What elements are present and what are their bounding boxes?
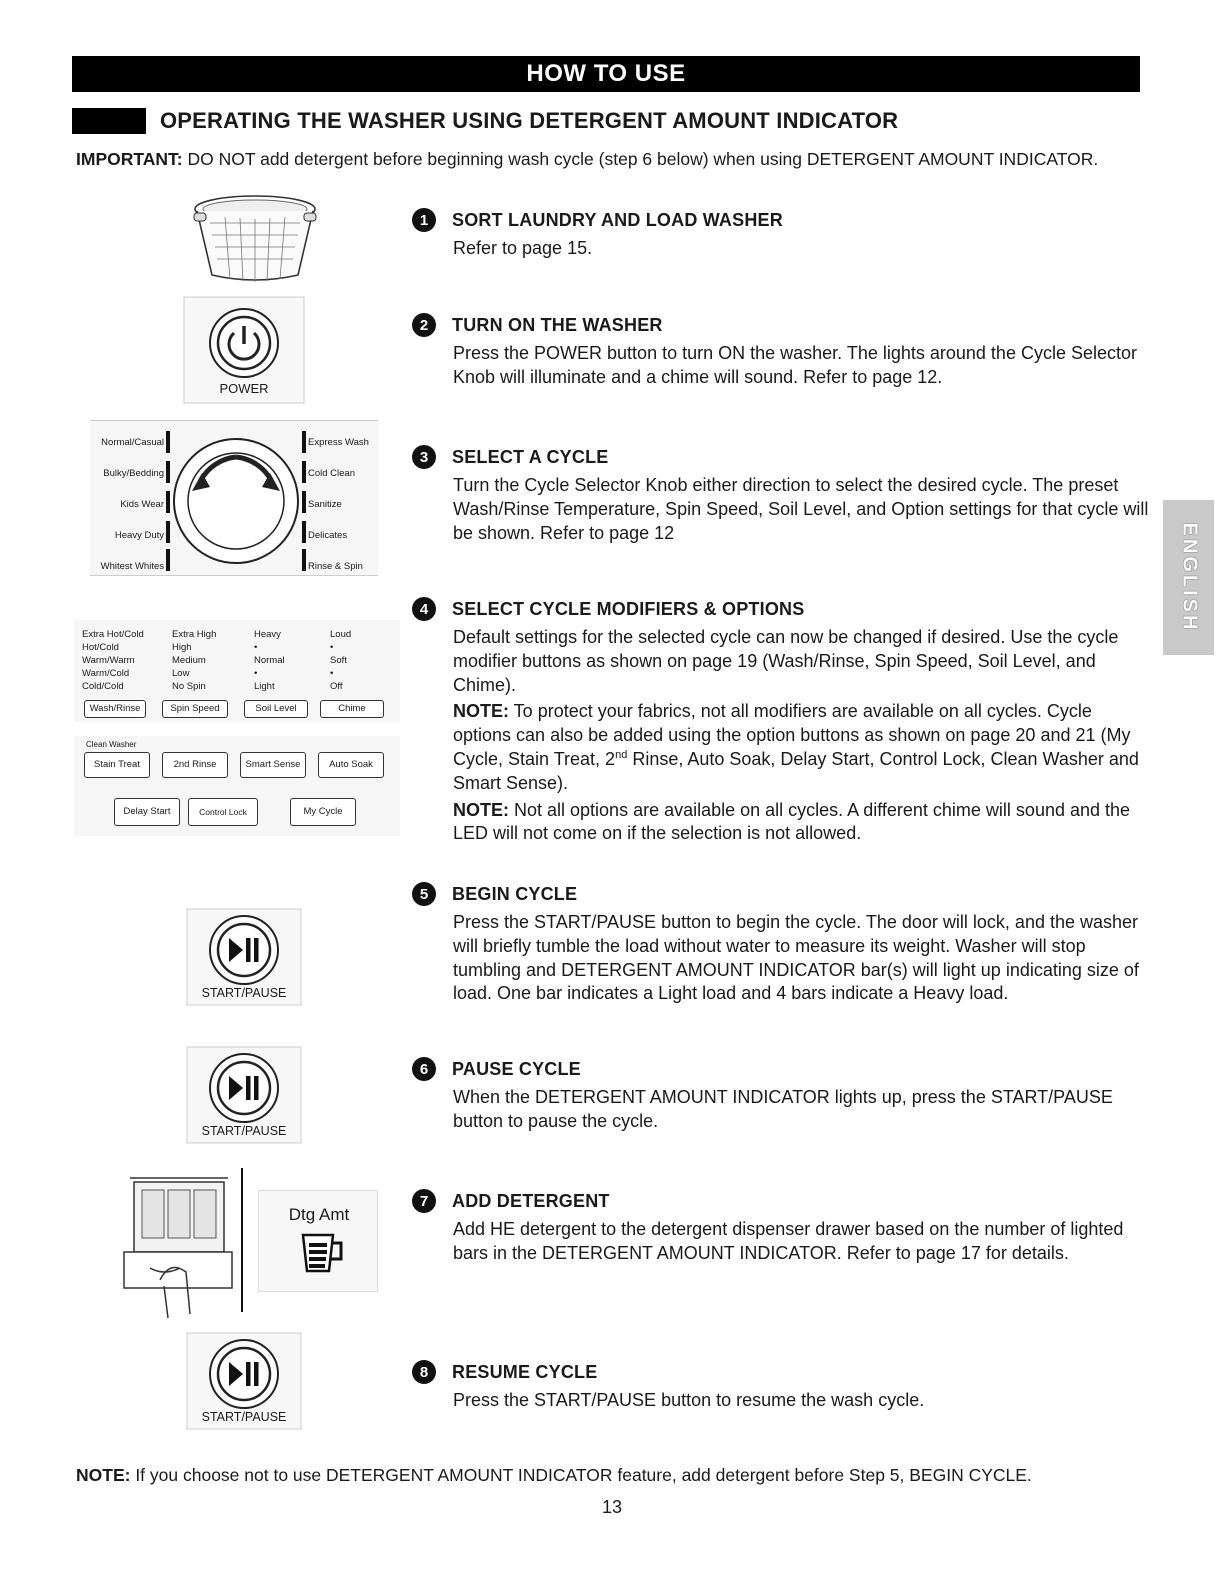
option-label: Low <box>172 668 190 679</box>
start-pause-illustration-step8 <box>186 1332 302 1430</box>
step-1 <box>412 207 1152 261</box>
note-text: To protect your fabrics, not all modifiers are available on all cycles. Cycle options can also be added using the option buttons as shown on page 20 and 21 (My Cycle, Stain Treat, 2 <box>453 701 1131 769</box>
note-label: NOTE: <box>453 799 509 820</box>
language-tab-label: ENGLISH <box>1178 522 1200 633</box>
important-text: DO NOT add detergent before beginning wash cycle (step 6 below) when using DETERGENT AMOUNT INDICATOR. <box>187 149 1099 169</box>
option-label: Hot/Cold <box>82 642 119 653</box>
cycle-label: Whitest Whites <box>100 561 164 572</box>
soil-options <box>254 628 285 693</box>
cycle-modifier-panel <box>74 620 400 722</box>
language-tab <box>1163 500 1214 655</box>
step-text: Press the POWER button to turn ON the washer. The lights around the Cycle Selector Knob will illuminate and a chime will sound. Refer to page 12. <box>453 343 1137 387</box>
chime-button: Chime <box>320 700 384 718</box>
step-text: Press the START/PAUSE button to begin the cycle. The door will lock, and the washer will briefly tumble the load without water to measure its weight. Washer will stop tumbling and DETERGENT AMOUNT INDICATOR bar(s) will light up indicating size of load. One bar indicates a Light load and 4 bars indicate a Heavy load. <box>453 912 1139 1004</box>
option-label: Extra High <box>172 629 217 640</box>
knob-left-labels <box>90 427 164 582</box>
cycle-knob-icon <box>166 425 306 575</box>
step-number: 2 <box>412 313 436 337</box>
step-number: 3 <box>412 445 436 469</box>
step-title: PAUSE CYCLE <box>452 1058 581 1079</box>
step-note <box>453 700 1152 795</box>
option-label: Extra Hot/Cold <box>82 629 144 640</box>
option-label: • <box>330 668 334 679</box>
cycle-label: Kids Wear <box>120 499 164 510</box>
heading-marker <box>72 108 146 134</box>
step-number: 7 <box>412 1189 436 1213</box>
step-6 <box>412 1056 1152 1134</box>
bottom-note <box>76 1465 1032 1486</box>
start-pause-illustration-step6 <box>186 1046 302 1144</box>
step-number: 5 <box>412 882 436 906</box>
step-text: Add HE detergent to the detergent dispenser drawer based on the number of lighted bars in the DETERGENT AMOUNT INDICATOR. Refer to page 17 for details. <box>453 1219 1124 1263</box>
option-label: • <box>254 668 258 679</box>
step-3 <box>412 444 1152 545</box>
cycle-label: Sanitize <box>308 499 342 510</box>
start-pause-label: START/PAUSE <box>201 986 287 1000</box>
step-title: SORT LAUNDRY AND LOAD WASHER <box>452 209 783 230</box>
option-label: Warm/Cold <box>82 668 130 679</box>
page-header: HOW TO USE <box>72 56 1140 92</box>
stain-treat-button: Stain Treat <box>84 752 150 778</box>
delay-start-button: Delay Start <box>114 798 180 826</box>
option-label: Heavy <box>254 629 281 640</box>
power-label: POWER <box>219 381 269 396</box>
section-heading <box>72 106 898 136</box>
important-notice <box>76 149 1098 170</box>
option-label: High <box>172 642 192 653</box>
power-button-illustration <box>183 296 305 404</box>
step-text: Press the START/PAUSE button to resume the wash cycle. <box>453 1390 925 1410</box>
option-label: Off <box>330 681 343 692</box>
option-label: • <box>254 642 258 653</box>
soil-level-button: Soil Level <box>244 700 308 718</box>
step-8 <box>412 1359 1152 1413</box>
option-label: Normal <box>254 655 285 666</box>
dtg-amt-label: Dtg Amt <box>288 1205 350 1224</box>
note-text: If you choose not to use DETERGENT AMOUNT INDICATOR feature, add detergent before Step 5, BEGIN CYCLE. <box>130 1465 1032 1485</box>
page-number: 13 <box>601 1497 623 1517</box>
step-title: BEGIN CYCLE <box>452 883 578 904</box>
step-number: 8 <box>412 1360 436 1384</box>
start-pause-illustration-step5 <box>186 908 302 1006</box>
divider-line <box>241 1168 243 1312</box>
step-number: 6 <box>412 1057 436 1081</box>
detergent-drawer-icon <box>120 1168 238 1318</box>
step-text: When the DETERGENT AMOUNT INDICATOR lights up, press the START/PAUSE button to pause the cycle. <box>453 1087 1113 1131</box>
important-label: IMPORTANT: <box>76 149 183 169</box>
step-title: SELECT CYCLE MODIFIERS & OPTIONS <box>452 598 805 619</box>
step-number: 1 <box>412 208 436 232</box>
option-label: • <box>330 642 334 653</box>
option-label: Soft <box>330 655 347 666</box>
my-cycle-button: My Cycle <box>290 798 356 826</box>
detergent-amount-indicator <box>258 1190 378 1292</box>
cycle-label: Express Wash <box>308 437 369 448</box>
laundry-basket-icon <box>190 193 320 285</box>
chime-options <box>330 628 351 693</box>
option-label: Loud <box>330 629 352 640</box>
spin-speed-button: Spin Speed <box>162 700 228 718</box>
option-label: Warm/Warm <box>82 655 135 666</box>
control-lock-button: Control Lock <box>188 798 258 826</box>
option-label: Medium <box>172 655 206 666</box>
note-text: Rinse, Auto Soak, Delay Start, Control Lock, Clean Washer and Smart Sense). <box>453 748 1139 793</box>
cycle-label: Normal/Casual <box>101 437 164 448</box>
step-title: RESUME CYCLE <box>452 1361 598 1382</box>
cycle-label: Rinse & Spin <box>308 561 363 572</box>
start-pause-label: START/PAUSE <box>201 1410 287 1424</box>
note-label: NOTE: <box>76 1465 131 1485</box>
step-text: Default settings for the selected cycle can now be changed if desired. Use the cycle modifier buttons as shown on page 19 (Wash/Rinse, Spin Speed, Soil Level, and Chime). <box>453 627 1119 695</box>
option-label: No Spin <box>172 681 206 692</box>
step-4 <box>412 596 1152 846</box>
note-text: Not all options are available on all cycles. A different chime will sound and the LED will not come on if the selection is not allowed. <box>453 799 1131 844</box>
step-title: SELECT A CYCLE <box>452 446 609 467</box>
section-title: OPERATING THE WASHER USING DETERGENT AMOUNT INDICATOR <box>160 108 899 133</box>
cycle-label: Delicates <box>308 530 348 541</box>
step-2 <box>412 312 1152 390</box>
step-7 <box>412 1188 1152 1266</box>
ordinal-suffix: nd <box>615 748 628 761</box>
option-label: Cold/Cold <box>82 681 124 692</box>
option-label: Light <box>254 681 275 692</box>
step-number: 4 <box>412 597 436 621</box>
cycle-label: Heavy Duty <box>114 530 164 541</box>
auto-soak-button: Auto Soak <box>318 752 384 778</box>
smart-sense-button: Smart Sense <box>240 752 306 778</box>
option-buttons-panel <box>74 736 400 836</box>
step-text: Turn the Cycle Selector Knob either direction to select the desired cycle. The preset Wash/Rinse Temperature, Spin Speed, Soil Level, and Option settings for that cycle will be shown. Refer to page 12 <box>453 475 1149 543</box>
step-title: TURN ON THE WASHER <box>452 314 663 335</box>
clean-washer-label: Clean Washer <box>86 740 137 749</box>
spin-options <box>172 628 216 693</box>
start-pause-label: START/PAUSE <box>201 1124 287 1138</box>
step-text: Refer to page 15. <box>453 238 593 258</box>
step-title: ADD DETERGENT <box>452 1190 610 1211</box>
cycle-label: Cold Clean <box>308 468 355 479</box>
cycle-label: Bulky/Bedding <box>103 468 164 479</box>
step-5 <box>412 881 1152 1006</box>
second-rinse-button: 2nd Rinse <box>162 752 228 778</box>
temp-options <box>82 628 144 693</box>
cycle-selector-panel <box>90 420 378 576</box>
knob-right-labels <box>308 427 378 582</box>
note-label: NOTE: <box>453 701 509 722</box>
step-note <box>453 799 1152 847</box>
detergent-cup-icon <box>301 1233 345 1273</box>
wash-rinse-button: Wash/Rinse <box>84 700 146 718</box>
